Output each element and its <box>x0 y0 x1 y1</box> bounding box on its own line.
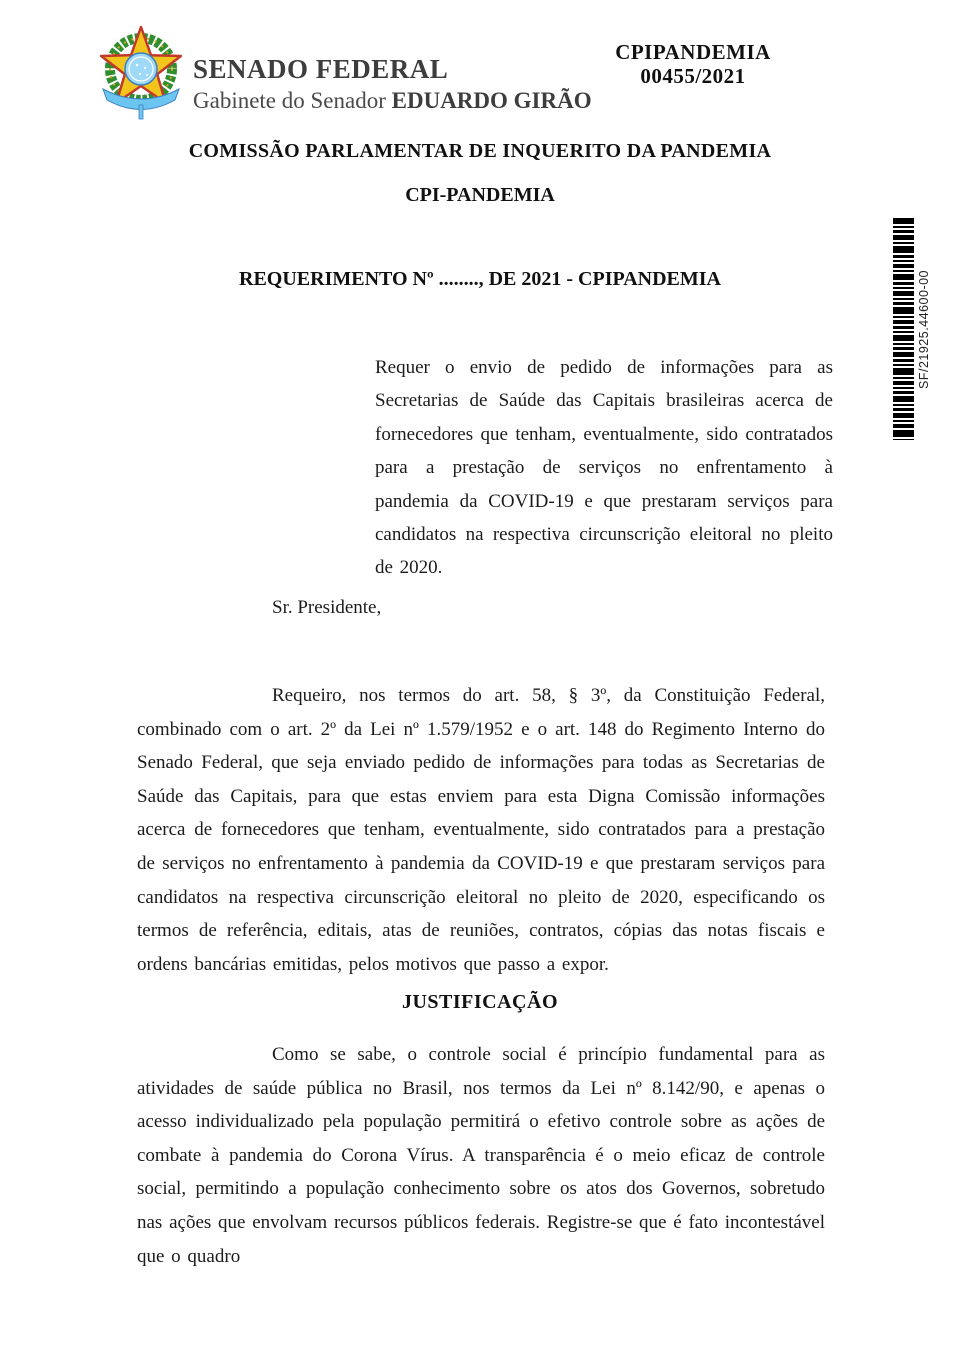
committee-subtitle: CPI-PANDEMIA <box>405 184 555 206</box>
stamp-committee: CPIPANDEMIA <box>615 40 771 64</box>
summary-paragraph: Requer o envio de pedido de informações para as Secretarias de Saúde das Capitais brasileiras acerca de fornecedores que tenham, eventualmente, sido contratados para a prestação de serviços no enfrentamento à pandemia da COVID-19 e que prestaram serviços para candidatos na respectiva circunscrição eleitoral no pleito de 2020. <box>375 357 833 579</box>
justification-heading: JUSTIFICAÇÃO <box>401 991 559 1013</box>
salutation: Sr. Presidente, <box>272 597 382 618</box>
committee-title: COMISSÃO PARLAMENTAR DE INQUERITO DA PANDEMIA <box>188 140 772 162</box>
header-identification <box>193 53 592 116</box>
barcode-label: SF/21925.44600-00 <box>917 269 931 389</box>
brazil-coat-of-arms-icon <box>95 24 187 124</box>
request-body-paragraph: Requeiro, nos termos do art. 58, § 3º, da Constituição Federal, combinado com o art. 2º da Lei nº 1.579/1952 e o art. 148 do Regimento Interno do Senado Federal, que seja enviado pedido de informações para todas as Secretarias de Saúde das Capitais, para que estas enviem para esta Digna Comissão informações acerca de fornecedores que tenham, eventualmente, sido contratados para a prestação de serviços no enfrentamento à pandemia da COVID-19 e que prestaram serviços para candidatos na respectiva circunscrição eleitoral no pleito de 2020, especificando os termos de referência, editais, atas de reuniões, contratos, cópias das notas fiscais e ordens bancárias emitidas, pelos motivos que passo a expor. <box>137 685 825 975</box>
stamp-number: 00455/2021 <box>640 64 746 89</box>
vertical-barcode <box>893 218 931 440</box>
request-title: REQUERIMENTO Nº ........, DE 2021 - CPIPANDEMIA <box>239 268 721 290</box>
barcode-bars <box>893 218 914 440</box>
senator-name: EDUARDO GIRÃO <box>391 87 592 113</box>
office-prefix: Gabinete do Senador <box>193 87 392 113</box>
justification-paragraph: Como se sabe, o controle social é princípio fundamental para as atividades de saúde pública no Brasil, nos termos da Lei nº 8.142/90, e apenas o acesso individualizado pela população permitirá o efetivo controle sobre as ações de combate à pandemia do Corona Vírus. A transparência é o meio eficaz de controle social, permitindo a população conhecimento sobre os atos dos Governos, sobretudo nas ações que envolvam recursos públicos federais. Registre-se que é fato incontestável que o quadro <box>137 1044 825 1267</box>
process-number-stamp <box>608 40 778 88</box>
office-line <box>193 87 592 116</box>
org-name: SENADO FEDERAL <box>193 54 449 84</box>
